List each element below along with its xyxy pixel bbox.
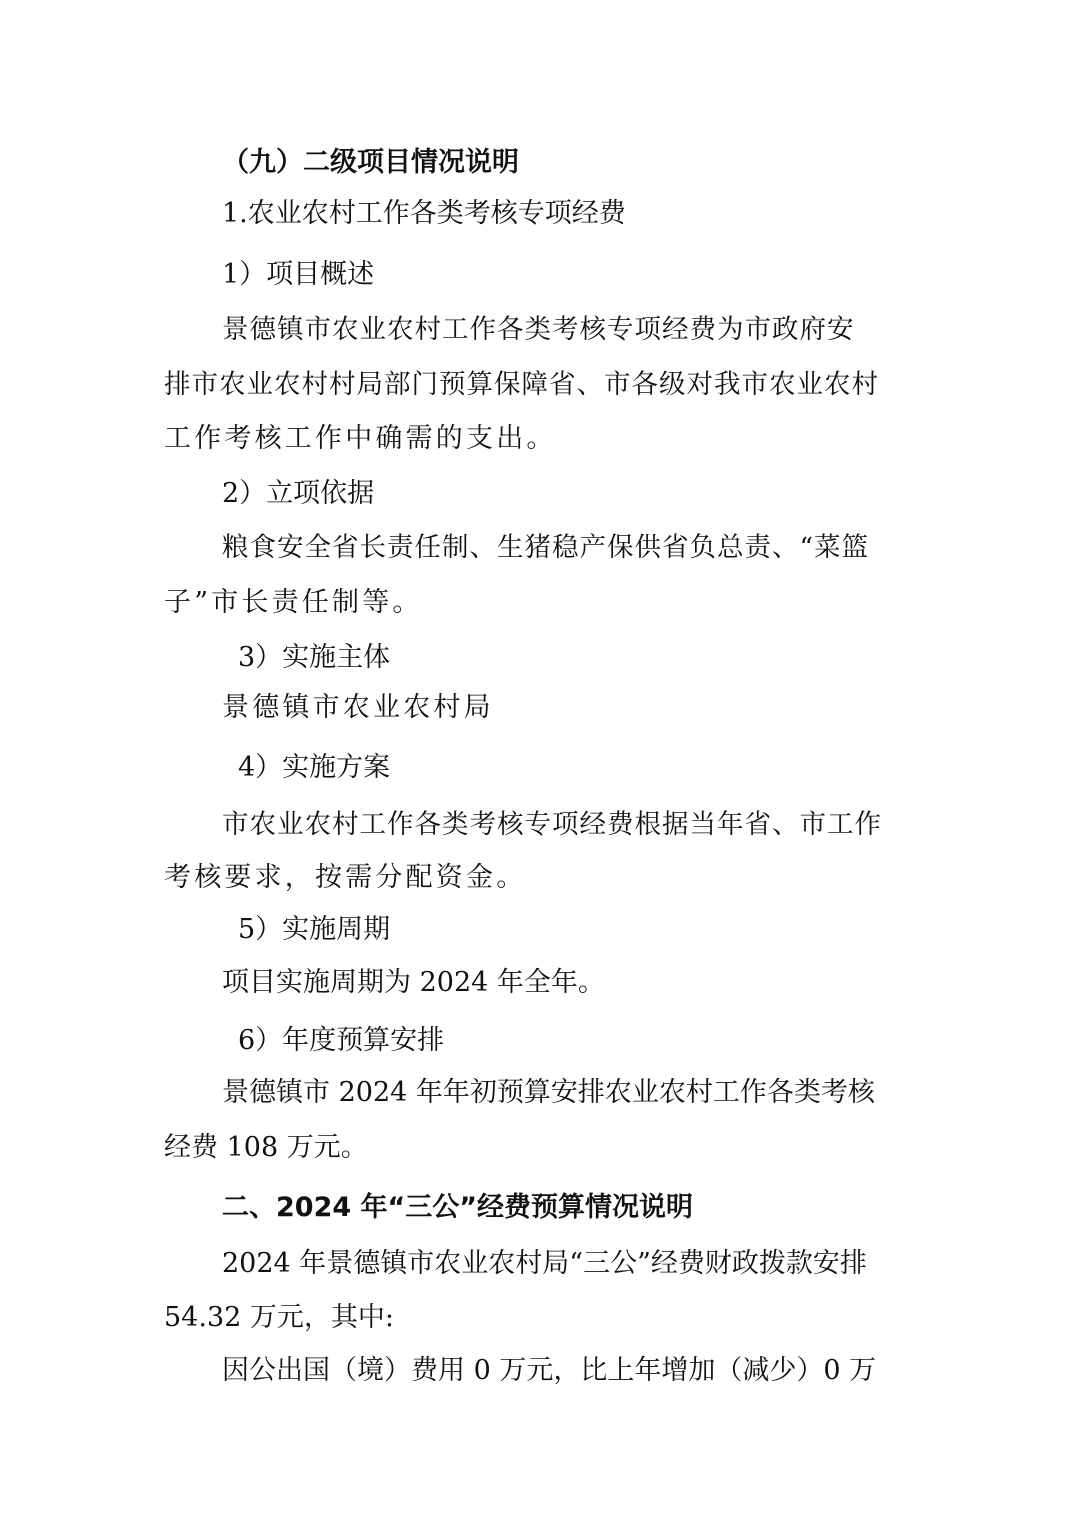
paragraph-line: 因公出国（境）费用 0 万元，比上年增加（减少）0 万	[222, 1355, 877, 1386]
paragraph-line: 工作考核工作中确需的支出。	[164, 423, 557, 454]
paragraph-line: 2024 年景德镇市农业农村局“三公”经费财政拨款安排	[222, 1248, 867, 1279]
paragraph-line: 景德镇市 2024 年年初预算安排农业农村工作各类考核	[222, 1077, 875, 1108]
paragraph-line: 经费 108 万元。	[164, 1132, 368, 1163]
paragraph-line: 市农业农村工作各类考核专项经费根据当年省、市工作	[222, 809, 882, 840]
item-heading: 1.农业农村工作各类考核专项经费	[222, 198, 626, 229]
section-heading-nine: （九）二级项目情况说明	[222, 147, 519, 178]
paragraph-line: 子”市长责任制等。	[164, 587, 423, 618]
sub-heading-overview: 1）项目概述	[222, 259, 375, 290]
section-heading-two: 二、2024 年“三公”经费预算情况说明	[222, 1192, 694, 1223]
sub-heading-basis: 2）立项依据	[222, 478, 375, 509]
sub-heading-period: 5）实施周期	[238, 914, 391, 945]
paragraph-line: 项目实施周期为 2024 年全年。	[222, 967, 605, 998]
paragraph-line: 排市农业农村村局部门预算保障省、市各级对我市农业农村	[164, 369, 879, 400]
paragraph-line: 54.32 万元，其中:	[164, 1302, 394, 1333]
paragraph-line: 粮食安全省长责任制、生猪稳产保供省负总责、“菜篮	[222, 532, 870, 563]
sub-heading-subject: 3）实施主体	[238, 642, 391, 673]
paragraph-line: 景德镇市农业农村局	[222, 692, 494, 723]
sub-heading-budget: 6）年度预算安排	[238, 1025, 445, 1056]
sub-heading-plan: 4）实施方案	[238, 752, 391, 783]
paragraph-line: 考核要求，按需分配资金。	[164, 862, 527, 893]
paragraph-line: 景德镇市农业农村工作各类考核专项经费为市政府安	[222, 314, 855, 345]
